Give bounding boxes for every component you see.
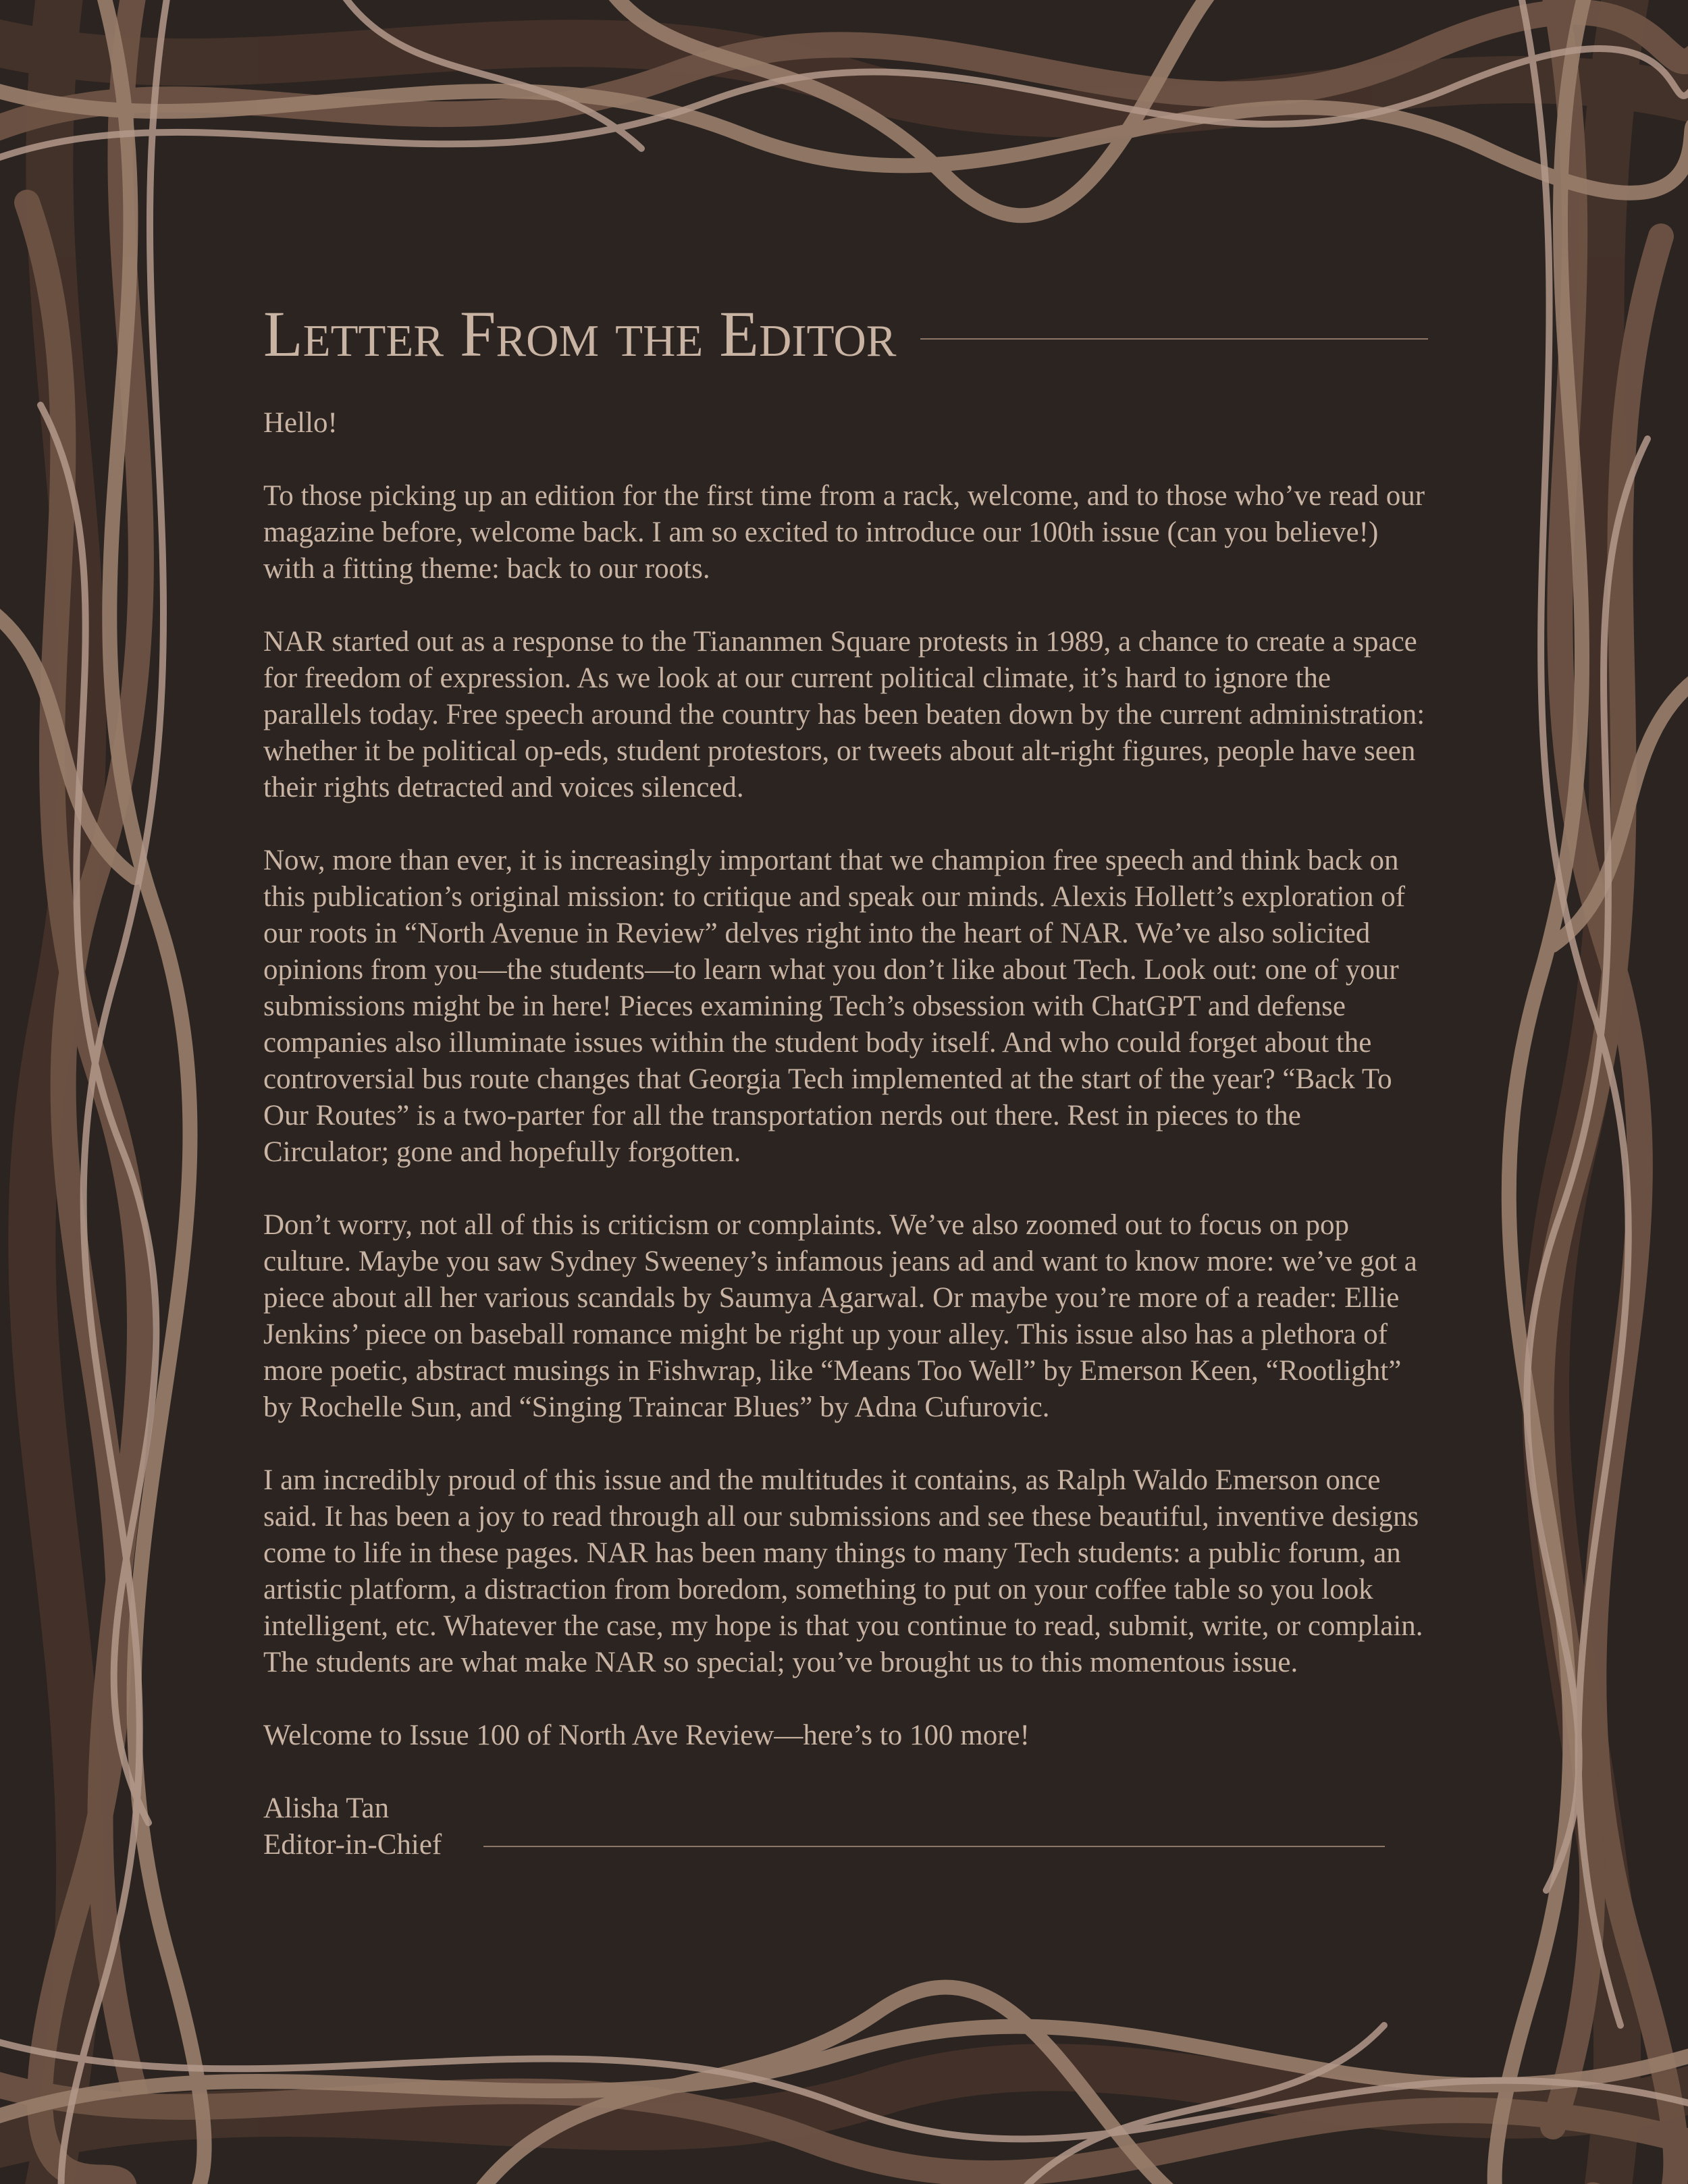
signature-block [263, 1790, 1428, 1863]
page-title: Letter From the Editor [263, 298, 897, 370]
paragraph-closing: Welcome to Issue 100 of North Ave Review—here’s to 100 more! [263, 1720, 1030, 1751]
paragraph-culture: Don’t worry, not all of this is criticism or complaints. We’ve also zoomed out to focus on pop culture. Maybe you saw Sydney Sweeney’s infamous jeans ad and want to know more: we’ve got a piece about all her various scandals by Saumya Agarwal. Or maybe you’re more of a reader: Ellie Jenkins’ piece on baseball romance might be right up your alley. This issue also has a plethora of more poetic, abstract musings in Fishwrap, like “Means Too Well” by Emerson Keen, “Rootlight” by Rochelle Sun, and “Singing Traincar Blues” by Adna Cufurovic. [263, 1209, 1417, 1423]
signature-role-row [263, 1827, 1428, 1863]
signature-divider [483, 1846, 1385, 1847]
paragraph-gratitude: I am incredibly proud of this issue and the multitudes it contains, as Ralph Waldo Emerson once said. It has been a joy to read through all our submissions and see these beautiful, inventive designs come to life in these pages. NAR has been many things to many Tech students: a public forum, an artistic platform, a distraction from boredom, something to put on your coffee table so you look intelligent, etc. Whatever the case, my hope is that you continue to read, submit, write, or complain. The students are what make NAR so special; you’ve brought us to this momentous issue. [263, 1464, 1423, 1678]
title-row [263, 297, 1428, 371]
signature-role: Editor-in-Chief [263, 1829, 442, 1861]
letter-content [263, 297, 1428, 1863]
signature-name: Alisha Tan [263, 1792, 390, 1824]
paragraph-mission: Now, more than ever, it is increasingly important that we champion free speech and think back on this publication’s original mission: to critique and speak our minds. Alexis Hollett’s exploration of our roots in “North Avenue in Review” delves right into the heart of NAR. We’ve also solicited opinions from you—the students—to learn what you don’t like about Tech. Look out: one of your submissions might be in here! Pieces examining Tech’s obsession with ChatGPT and defense companies also illuminate issues within the student body itself. And who could forget about the controversial bus route changes that Georgia Tech implemented at the start of the year? “Back To Our Routes” is a two-parter for all the transportation nerds out there. Rest in pieces to the Circulator; gone and hopefully forgotten. [263, 845, 1406, 1168]
paragraph-greeting: Hello! [263, 407, 338, 439]
paragraph-welcome: To those picking up an edition for the first time from a rack, welcome, and to those who’ve read our magazine before, welcome back. I am so excited to introduce our 100th issue (can you believe!) with a fitting theme: back to our roots. [263, 480, 1425, 585]
paragraph-history: NAR started out as a response to the Tiananmen Square protests in 1989, a chance to create a space for freedom of expression. As we look at our current political climate, it’s hard to ignore the parallels today. Free speech around the country has been beaten down by the current administration: whether it be political op-eds, student protestors, or tweets about alt-right figures, people have seen their rights detracted and voices silenced. [263, 626, 1425, 803]
title-divider [920, 338, 1428, 340]
